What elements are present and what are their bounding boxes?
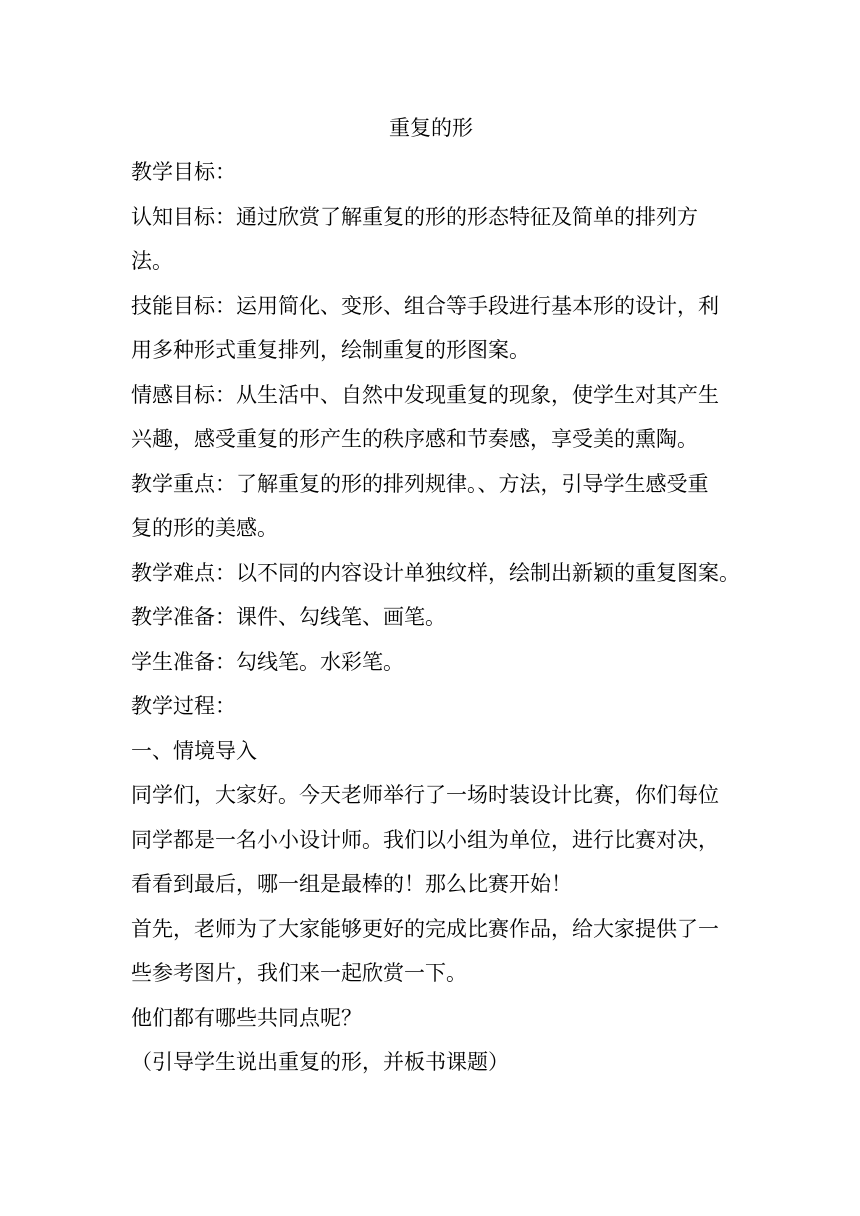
paragraph-teacher-prep xyxy=(131,595,731,640)
paragraph-skill-goal xyxy=(131,284,731,373)
text-line: 他们都有哪些共同点呢？ xyxy=(131,1005,362,1030)
paragraph-student-prep xyxy=(131,640,731,685)
paragraph-teaching-goals-heading xyxy=(131,150,731,195)
text-line: （引导学生说出重复的形，并板书课题） xyxy=(131,1050,509,1074)
text-line: 些参考图片，我们来一起欣赏一下。 xyxy=(131,961,467,985)
text-line: 兴趣，感受重复的形产生的秩序感和节奏感，享受美的熏陶。 xyxy=(131,427,698,451)
paragraph-process-heading xyxy=(131,684,731,729)
paragraph-list xyxy=(131,150,740,1085)
text-line: 同学都是一名小小设计师。我们以小组为单位，进行比赛对决， xyxy=(131,827,719,852)
document-body xyxy=(131,106,740,1085)
text-line: 用多种形式重复排列，绘制重复的形图案。 xyxy=(131,338,530,362)
text-line: 教学过程： xyxy=(131,694,236,718)
document-title: 重复的形 xyxy=(389,116,473,140)
text-line: 学生准备：勾线笔。水彩笔。 xyxy=(131,649,404,674)
paragraph-cognitive-goal xyxy=(131,195,731,284)
text-line: 法。 xyxy=(131,249,173,273)
text-line: 看看到最后，哪一组是最棒的！那么比赛开始！ xyxy=(131,872,572,896)
text-line: 认知目标：通过欣赏了解重复的形的形态特征及简单的排列方 xyxy=(131,204,698,229)
text-line: 同学们，大家好。今天老师举行了一场时装设计比赛，你们每位 xyxy=(131,783,719,807)
paragraph-reference-paragraph xyxy=(131,907,731,996)
paragraph-key-point xyxy=(131,462,731,551)
text-line: 复的形的美感。 xyxy=(131,516,278,540)
text-line: 一、情境导入 xyxy=(131,738,257,763)
paragraph-guide-paragraph xyxy=(131,1040,731,1085)
text-line: 技能目标：运用简化、变形、组合等手段进行基本形的设计，利 xyxy=(131,293,719,318)
text-line: 教学难点：以不同的内容设计单独纹样，绘制出新颖的重复图案。 xyxy=(131,560,740,585)
text-line: 情感目标：从生活中、自然中发现重复的现象，使学生对其产生 xyxy=(131,382,719,407)
paragraph-difficulty xyxy=(131,551,740,596)
paragraph-section-one-heading xyxy=(131,729,731,774)
text-line: 教学重点：了解重复的形的排列规律。、方法，引导学生感受重 xyxy=(131,471,709,496)
text-line: 教学目标： xyxy=(131,160,236,184)
text-line: 教学准备：课件、勾线笔、画笔。 xyxy=(131,605,446,629)
paragraph-emotion-goal xyxy=(131,373,731,462)
text-line: 首先，老师为了大家能够更好的完成比赛作品，给大家提供了一 xyxy=(131,916,719,941)
paragraph-intro-paragraph xyxy=(131,773,731,907)
paragraph-question-paragraph xyxy=(131,996,731,1041)
